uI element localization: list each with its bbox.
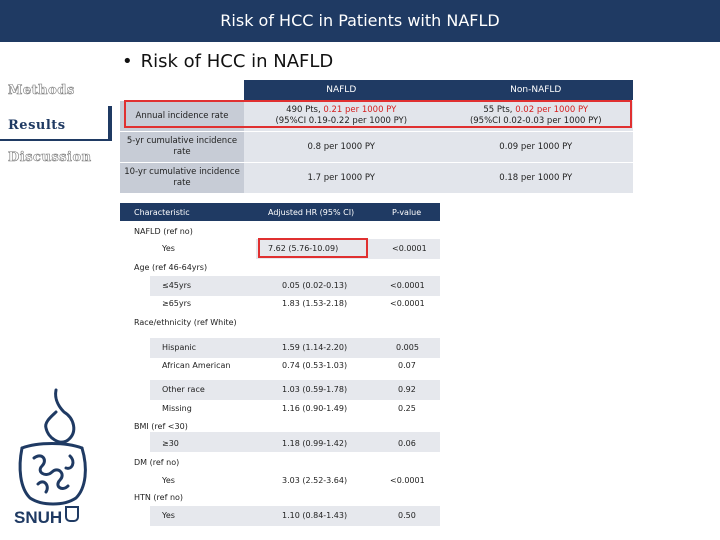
hr-row-label: Yes [162, 476, 175, 485]
incidence-col-non-nafld: Non-NAFLD [439, 80, 634, 101]
snuh-logo-text: SNUH [14, 508, 63, 527]
cell-text: (95%CI 0.02-0.03 per 1000 PY) [469, 116, 602, 126]
nav-methods[interactable]: Methods [8, 83, 75, 98]
hr-row-value: 1.83 (1.53-2.18) [282, 299, 348, 308]
incidence-col-nafld: NAFLD [244, 80, 439, 101]
highlight-box-nafld-hr [258, 238, 368, 258]
cell-text: 55 Pts, [483, 105, 516, 115]
snuh-emblem-icon [65, 506, 79, 522]
digestive-system-icon [8, 388, 98, 506]
cell-text: (95%CI 0.19-0.22 per 1000 PY) [275, 116, 408, 126]
slide-title: Risk of HCC in Patients with NAFLD [220, 11, 500, 30]
hr-row-value: 0.74 (0.53-1.03) [282, 361, 348, 370]
snuh-logo [14, 506, 79, 528]
hr-row-value: 1.03 (0.59-1.78) [282, 385, 348, 394]
hr-row-value: 1.16 (0.90-1.49) [282, 404, 348, 413]
hr-row-pvalue: <0.0001 [390, 299, 425, 308]
group-nafld: NAFLD (ref no) [134, 227, 193, 236]
hr-row-value: 1.59 (1.14-2.20) [282, 343, 348, 352]
group-dm: DM (ref no) [134, 458, 180, 467]
cell-text-highlight: 0.21 per 1000 PY [323, 105, 397, 115]
hr-row-value: 3.03 (2.52-3.64) [282, 476, 348, 485]
hr-row-label: ≥30 [162, 439, 179, 448]
group-htn: HTN (ref no) [134, 493, 184, 502]
hr-row-value: 0.05 (0.02-0.13) [282, 281, 348, 290]
subtitle-text: Risk of HCC in NAFLD [140, 51, 334, 72]
hr-row-label: Missing [162, 404, 192, 413]
row-label: 5-yr cumulative incidence rate [120, 132, 244, 163]
hr-row-label: Yes [162, 511, 175, 520]
incidence-table [120, 80, 633, 193]
cell-value: 0.8 per 1000 PY [244, 132, 439, 163]
incidence-col-blank [120, 80, 244, 101]
hr-row-pvalue: 0.06 [398, 439, 416, 448]
hr-row-pvalue: <0.0001 [392, 244, 427, 253]
hr-row-value: 7.62 (5.76-10.09) [268, 244, 339, 253]
group-race: Race/ethnicity (ref White) [134, 318, 237, 327]
cell-value: 0.09 per 1000 PY [439, 132, 634, 163]
hr-row-pvalue: 0.005 [396, 343, 419, 352]
cell-value: 1.7 per 1000 PY [244, 163, 439, 194]
nav-results[interactable]: Results [8, 118, 66, 133]
group-bmi: BMI (ref <30) [134, 422, 188, 431]
hr-row-pvalue: 0.07 [398, 361, 416, 370]
cell-text-highlight: 0.02 per 1000 PY [515, 105, 589, 115]
row-label: 10-yr cumulative incidence rate [120, 163, 244, 194]
hr-row-label: ≤45yrs [162, 281, 192, 290]
hr-row-pvalue: 0.25 [398, 404, 416, 413]
hr-row-pvalue: 0.92 [398, 385, 416, 394]
hr-header-pvalue: P-value [392, 208, 422, 217]
slide-title-bar [0, 0, 720, 42]
hr-row-pvalue: 0.50 [398, 511, 416, 520]
highlight-box-annual-rate [124, 100, 632, 128]
hr-row-pvalue: <0.0001 [390, 281, 425, 290]
hr-row-label: African American [162, 361, 231, 370]
hr-row-label: ≥65yrs [162, 299, 192, 308]
table-row [120, 132, 633, 163]
table-row [120, 163, 633, 194]
hr-row-value: 1.10 (0.84-1.43) [282, 511, 348, 520]
hr-row-label: Other race [162, 385, 205, 394]
group-age: Age (ref 46-64yrs) [134, 263, 208, 272]
slide-subtitle [122, 51, 333, 72]
cell-text: 490 Pts, [286, 105, 324, 115]
hr-row-label: Yes [162, 244, 175, 253]
nav-active-underline [0, 139, 112, 141]
row-label: Annual incidence rate [120, 101, 244, 132]
hr-header-characteristic: Characteristic [134, 208, 190, 217]
nav-discussion[interactable]: Discussion [8, 150, 92, 165]
hr-row-pvalue: <0.0001 [390, 476, 425, 485]
nav-active-marker [108, 106, 112, 141]
hr-header-adjusted-hr: Adjusted HR (95% CI) [268, 208, 355, 217]
hr-row-label: Hispanic [162, 343, 197, 352]
hr-row-value: 1.18 (0.99-1.42) [282, 439, 348, 448]
cell-value: 0.18 per 1000 PY [439, 163, 634, 194]
bullet-glyph: • [122, 51, 133, 72]
